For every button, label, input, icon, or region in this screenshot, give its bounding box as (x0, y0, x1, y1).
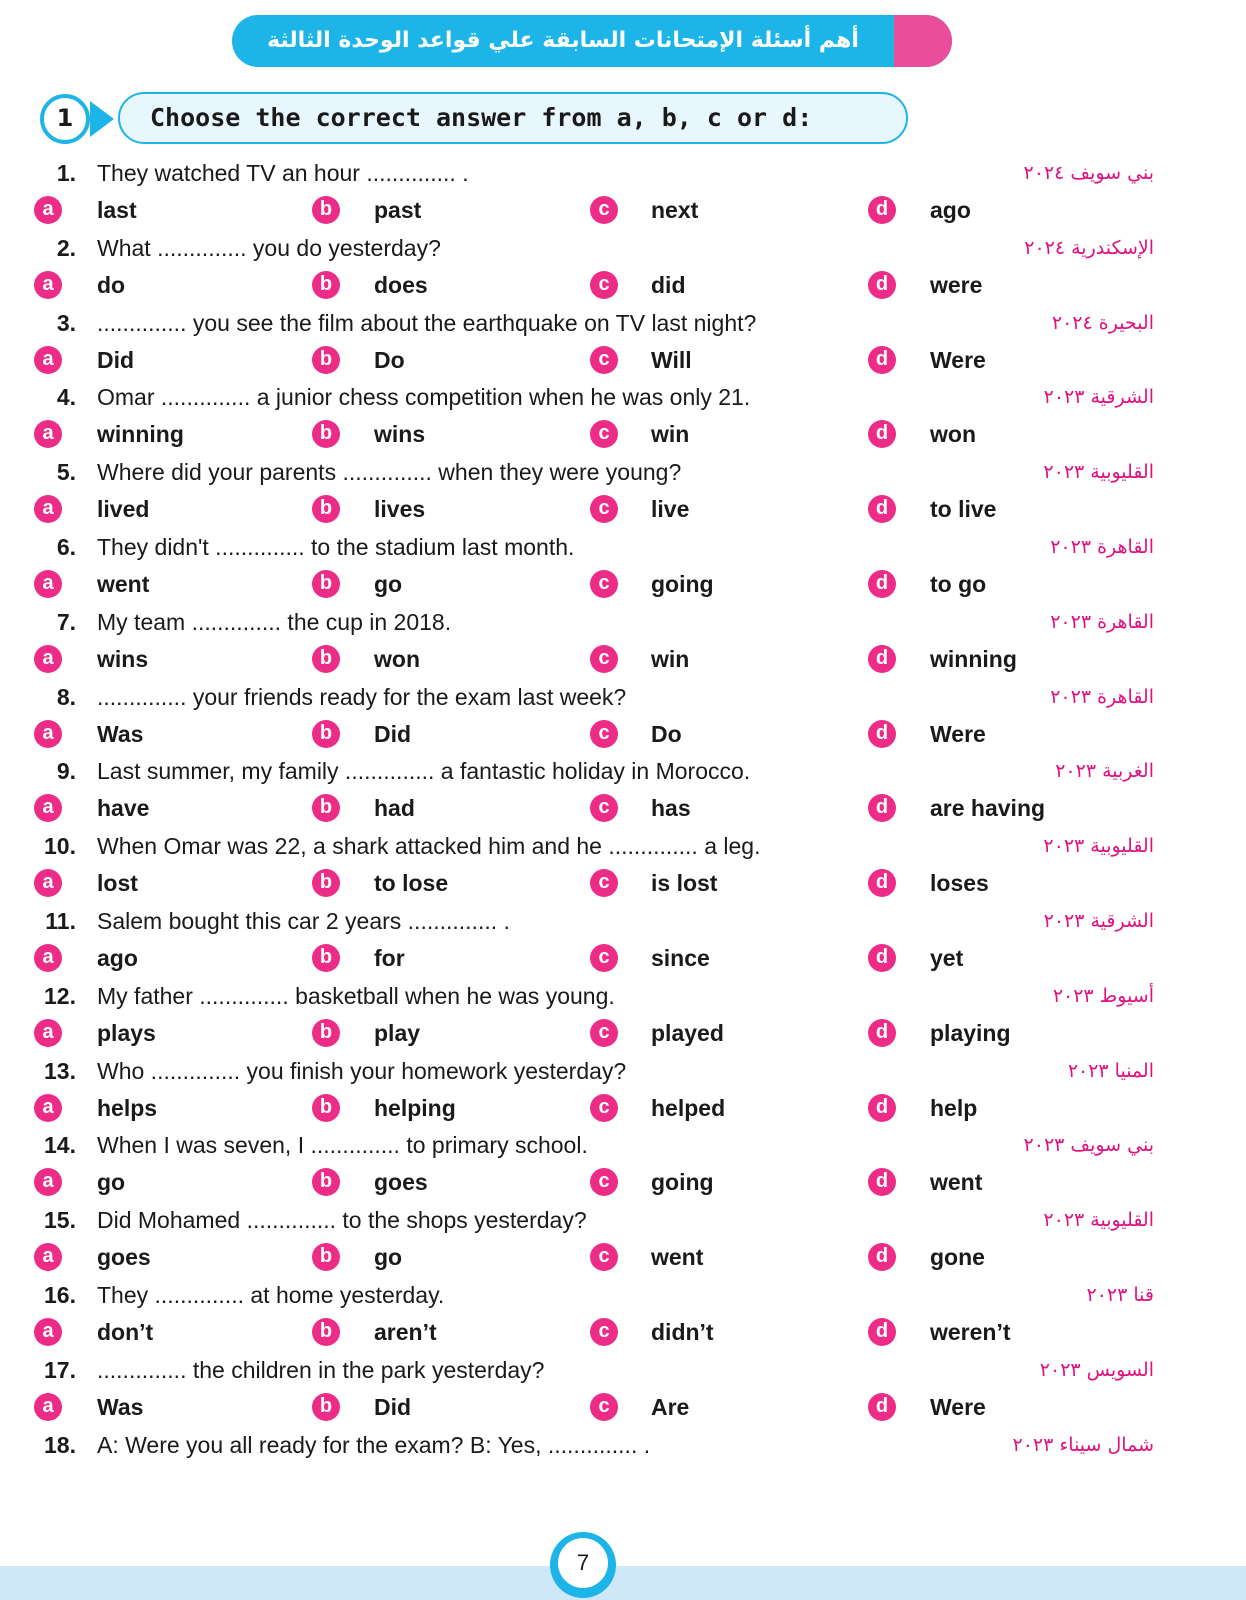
question-text: Last summer, my family .............. a fantastic holiday in Morocco. (97, 758, 751, 785)
option-letter-d: d (868, 1019, 896, 1047)
question-source: الغربية ٢٠٢٣ (1055, 760, 1154, 783)
option-letter-d: d (868, 495, 896, 523)
option-letter-d: d (868, 794, 896, 822)
question-source: القليوبية ٢٠٢٣ (1043, 835, 1154, 858)
option-letter-c: c (590, 1094, 618, 1122)
question-text: .............. the children in the park yesterday? (97, 1356, 545, 1383)
question-source: القليوبية ٢٠٢٣ (1043, 461, 1154, 484)
option-letter-c: c (590, 1019, 618, 1047)
instruction-text: Choose the correct answer from a, b, c or d: (150, 103, 813, 132)
option-a[interactable]: Was (97, 720, 144, 747)
option-letter-b: b (312, 1318, 340, 1346)
question-number: 15. (44, 1207, 76, 1234)
option-letter-c: c (590, 196, 618, 224)
question-number: 2. (56, 234, 76, 261)
option-b[interactable]: past (374, 197, 422, 223)
option-a[interactable]: went (97, 571, 150, 597)
option-letter-d: d (868, 1318, 896, 1346)
option-b[interactable]: had (374, 795, 415, 822)
instruction-box (118, 92, 908, 144)
question-text: .............. you see the film about the earthquake on TV last night? (97, 309, 757, 336)
option-a[interactable]: Did (97, 346, 135, 373)
option-b[interactable]: aren’t (374, 1319, 437, 1345)
question-text: My team .............. the cup in 2018. (97, 608, 452, 635)
question-number: 5. (56, 459, 76, 486)
option-c[interactable]: went (651, 1244, 704, 1271)
footer-bar (0, 1566, 1246, 1600)
arrow-right-icon (90, 101, 114, 137)
option-letter-a: a (34, 720, 62, 748)
option-a[interactable]: Was (97, 1393, 144, 1420)
option-letter-d: d (868, 1393, 896, 1421)
option-letter-b: b (312, 720, 340, 748)
option-d[interactable]: playing (930, 1019, 1011, 1046)
option-letter-a: a (34, 570, 62, 598)
option-letter-a: a (34, 1019, 62, 1047)
option-letter-a: a (34, 420, 62, 448)
question-number: 3. (56, 309, 76, 336)
option-d[interactable]: help (930, 1094, 978, 1121)
option-letter-c: c (590, 346, 618, 374)
option-a[interactable]: plays (97, 1019, 156, 1046)
option-letter-c: c (590, 1243, 618, 1271)
option-d[interactable]: ago (930, 197, 971, 223)
option-letter-c: c (590, 495, 618, 523)
option-a[interactable]: winning (97, 421, 184, 448)
option-c[interactable]: going (651, 571, 714, 597)
option-c[interactable]: didn’t (651, 1319, 714, 1345)
option-d[interactable]: to live (930, 496, 997, 523)
option-c[interactable]: win (651, 421, 690, 448)
option-letter-b: b (312, 346, 340, 374)
option-letter-c: c (590, 794, 618, 822)
option-letter-b: b (312, 794, 340, 822)
option-letter-a: a (34, 944, 62, 972)
option-c[interactable]: Are (651, 1393, 690, 1420)
question-source: الإسكندرية ٢٠٢٤ (1024, 236, 1154, 259)
question-source: القاهرة ٢٠٢٣ (1050, 536, 1154, 558)
question-number: 14. (44, 1132, 76, 1159)
question-source: القليوبية ٢٠٢٣ (1043, 1209, 1154, 1232)
question-source: أسيوط ٢٠٢٣ (1052, 984, 1154, 1007)
option-letter-c: c (590, 1393, 618, 1421)
question-source: المنيا ٢٠٢٣ (1067, 1059, 1154, 1082)
option-letter-b: b (312, 1393, 340, 1421)
option-a[interactable]: do (97, 271, 126, 298)
option-letter-a: a (34, 1393, 62, 1421)
option-letter-b: b (312, 271, 340, 299)
option-d[interactable]: Were (930, 346, 986, 373)
option-a[interactable]: go (97, 1169, 126, 1196)
option-c[interactable]: helped (651, 1094, 726, 1121)
banner-pink-tab (894, 15, 952, 67)
option-letter-d: d (868, 1243, 896, 1271)
option-letter-a: a (34, 1168, 62, 1196)
option-c[interactable]: Will (651, 346, 692, 373)
question-source: الشرقية ٢٠٢٣ (1043, 386, 1154, 409)
option-c[interactable]: since (651, 945, 710, 971)
option-letter-c: c (590, 645, 618, 673)
option-letter-b: b (312, 495, 340, 523)
option-c[interactable]: next (651, 197, 699, 223)
page-title: أهم أسئلة الإمتحانات السابقة علي قواعد الوحدة الثالثة (267, 28, 859, 53)
question-number: 13. (44, 1057, 76, 1084)
question-text: When Omar was 22, a shark attacked him and he .............. a leg. (97, 833, 761, 860)
question-text: What .............. you do yesterday? (97, 234, 441, 261)
option-letter-b: b (312, 1019, 340, 1047)
question-source: البحيرة ٢٠٢٤ (1051, 311, 1154, 334)
option-d[interactable]: to go (930, 571, 987, 597)
option-b[interactable]: wins (374, 421, 426, 448)
option-b[interactable]: lives (374, 496, 426, 523)
option-letter-d: d (868, 570, 896, 598)
question-text: Omar .............. a junior chess competition when he was only 21. (97, 384, 751, 411)
option-letter-d: d (868, 271, 896, 299)
question-number: 7. (56, 608, 76, 635)
question-number: 16. (44, 1282, 76, 1308)
option-letter-c: c (590, 1168, 618, 1196)
option-b[interactable]: does (374, 271, 428, 298)
option-d[interactable]: winning (930, 645, 1017, 672)
option-letter-d: d (868, 420, 896, 448)
option-b[interactable]: Do (374, 346, 405, 373)
option-a[interactable]: lived (97, 496, 150, 523)
question-source: القاهرة ٢٠٢٣ (1050, 685, 1154, 708)
option-a[interactable]: wins (97, 645, 149, 672)
question-text: They watched TV an hour .............. . (97, 160, 469, 186)
option-letter-a: a (34, 1094, 62, 1122)
option-b[interactable]: for (374, 945, 405, 971)
option-letter-d: d (868, 1168, 896, 1196)
option-a[interactable]: lost (97, 870, 138, 897)
option-c[interactable]: going (651, 1169, 714, 1196)
option-a[interactable]: have (97, 795, 150, 822)
option-letter-c: c (590, 1318, 618, 1346)
option-letter-b: b (312, 645, 340, 673)
question-text: Where did your parents .............. when they were young? (97, 459, 682, 486)
question-number: 4. (56, 384, 76, 411)
question-text: Who .............. you finish your homework yesterday? (97, 1057, 627, 1084)
question-number: 6. (56, 534, 76, 560)
option-letter-a: a (34, 271, 62, 299)
option-letter-a: a (34, 495, 62, 523)
option-c[interactable]: is lost (651, 870, 718, 897)
option-letter-d: d (868, 346, 896, 374)
option-letter-d: d (868, 869, 896, 897)
option-d[interactable]: are having (930, 795, 1046, 822)
option-d[interactable]: loses (930, 870, 989, 897)
option-d[interactable]: yet (930, 945, 964, 971)
question-text: My father .............. basketball when he was young. (97, 982, 615, 1009)
option-d[interactable]: Were (930, 1393, 986, 1420)
question-text: When I was seven, I .............. to primary school. (97, 1132, 588, 1159)
option-a[interactable]: helps (97, 1094, 158, 1121)
option-b[interactable]: play (374, 1019, 421, 1046)
option-c[interactable]: has (651, 795, 691, 822)
question-source: بني سويف ٢٠٢٤ (1023, 162, 1154, 184)
option-d[interactable]: went (930, 1169, 983, 1196)
option-letter-c: c (590, 944, 618, 972)
option-b[interactable]: won (374, 645, 420, 672)
option-letter-a: a (34, 346, 62, 374)
option-letter-d: d (868, 1094, 896, 1122)
question-number: 17. (44, 1356, 76, 1383)
question-text: They .............. at home yesterday. (97, 1282, 445, 1308)
question-number: 8. (56, 683, 76, 710)
question-number: 18. (44, 1431, 76, 1458)
question-source: الشرقية ٢٠٢٣ (1043, 910, 1154, 932)
option-letter-b: b (312, 869, 340, 897)
option-b[interactable]: helping (374, 1094, 456, 1121)
question-source: بني سويف ٢٠٢٣ (1023, 1134, 1154, 1157)
question-number: 9. (56, 758, 76, 785)
option-letter-a: a (34, 794, 62, 822)
option-letter-a: a (34, 645, 62, 673)
question-text: Did Mohamed .............. to the shops yesterday? (97, 1207, 587, 1234)
option-letter-b: b (312, 944, 340, 972)
option-c[interactable]: Do (651, 720, 682, 747)
section-number-badge: 1 (40, 94, 90, 144)
option-b[interactable]: Did (374, 1393, 412, 1420)
option-letter-b: b (312, 1168, 340, 1196)
option-letter-d: d (868, 196, 896, 224)
option-d[interactable]: were (930, 271, 983, 298)
question-text: .............. your friends ready for the exam last week? (97, 683, 627, 710)
question-source: السويس ٢٠٢٣ (1039, 1358, 1154, 1381)
question-number: 11. (45, 908, 76, 934)
option-letter-d: d (868, 944, 896, 972)
option-letter-d: d (868, 720, 896, 748)
option-d[interactable]: Were (930, 720, 986, 747)
option-c[interactable]: played (651, 1019, 724, 1046)
option-a[interactable]: last (97, 197, 137, 223)
option-letter-c: c (590, 570, 618, 598)
option-b[interactable]: goes (374, 1169, 428, 1196)
question-source: شمال سيناء ٢٠٢٣ (1012, 1433, 1154, 1456)
option-b[interactable]: go (374, 571, 403, 597)
option-letter-b: b (312, 1094, 340, 1122)
option-letter-a: a (34, 869, 62, 897)
option-letter-c: c (590, 720, 618, 748)
question-text: Salem bought this car 2 years .............. . (97, 908, 510, 934)
option-b[interactable]: go (374, 1244, 403, 1271)
question-number: 12. (44, 982, 76, 1009)
option-letter-b: b (312, 420, 340, 448)
question-number: 10. (44, 833, 76, 860)
question-text: They didn't .............. to the stadium last month. (97, 534, 575, 560)
option-a[interactable]: ago (97, 945, 138, 971)
page-number: 7 (558, 1538, 608, 1588)
option-b[interactable]: to lose (374, 870, 449, 897)
option-letter-c: c (590, 869, 618, 897)
option-c[interactable]: did (651, 271, 686, 298)
option-a[interactable]: goes (97, 1244, 151, 1271)
option-letter-d: d (868, 645, 896, 673)
option-d[interactable]: weren’t (930, 1319, 1011, 1345)
option-letter-a: a (34, 196, 62, 224)
option-letter-b: b (312, 570, 340, 598)
option-d[interactable]: won (930, 421, 976, 448)
question-source: قنا ٢٠٢٣ (1086, 1284, 1154, 1306)
question-text: A: Were you all ready for the exam? B: Yes, .............. . (97, 1431, 651, 1458)
question-source: القاهرة ٢٠٢٣ (1050, 610, 1154, 633)
option-letter-b: b (312, 196, 340, 224)
option-letter-b: b (312, 1243, 340, 1271)
option-c[interactable]: live (651, 496, 690, 523)
option-letter-a: a (34, 1318, 62, 1346)
option-b[interactable]: Did (374, 720, 412, 747)
option-c[interactable]: win (651, 645, 690, 672)
option-d[interactable]: gone (930, 1244, 985, 1271)
header-banner (232, 15, 952, 67)
option-letter-a: a (34, 1243, 62, 1271)
option-letter-c: c (590, 271, 618, 299)
question-number: 1. (56, 160, 76, 186)
option-letter-c: c (590, 420, 618, 448)
option-a[interactable]: don’t (97, 1319, 154, 1345)
